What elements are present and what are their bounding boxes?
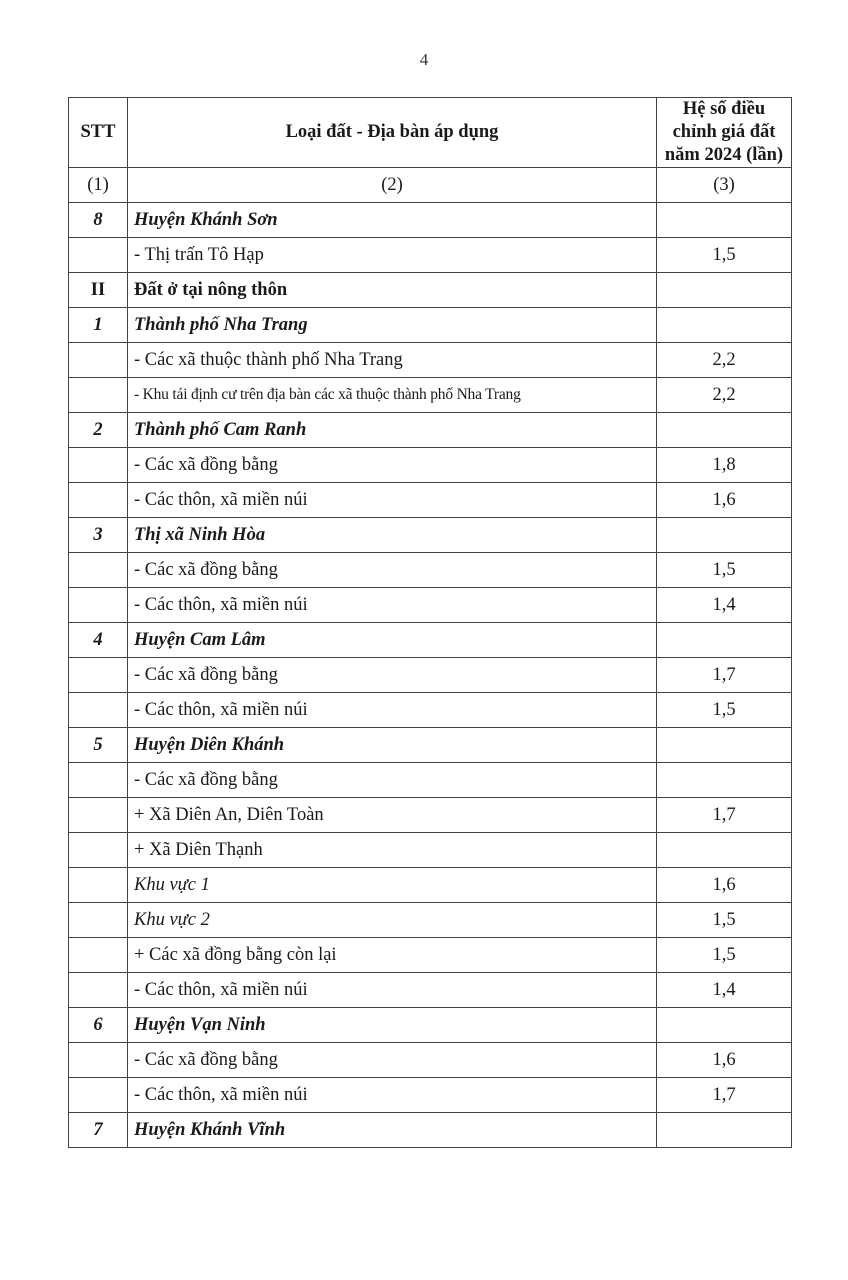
row-stt	[69, 868, 128, 903]
row-label: + Xã Diên An, Diên Toàn	[128, 798, 657, 833]
table-row	[69, 378, 792, 413]
row-label: Khu vực 2	[128, 903, 657, 938]
row-label: - Các thôn, xã miền núi	[128, 588, 657, 623]
row-label: - Các xã thuộc thành phố Nha Trang	[128, 343, 657, 378]
table-row-group	[69, 1113, 792, 1148]
column-index-3: (3)	[657, 168, 792, 203]
row-stt	[69, 973, 128, 1008]
row-label: - Các xã đồng bằng	[128, 658, 657, 693]
row-label: - Các xã đồng bằng	[128, 763, 657, 798]
row-stt	[69, 343, 128, 378]
row-label: - Các xã đồng bằng	[128, 1043, 657, 1078]
row-stt	[69, 1078, 128, 1113]
row-stt: 4	[69, 623, 128, 658]
row-stt	[69, 903, 128, 938]
table-row	[69, 553, 792, 588]
table-row	[69, 658, 792, 693]
row-label: Huyện Khánh Sơn	[128, 203, 657, 238]
table-row	[69, 903, 792, 938]
table-row	[69, 588, 792, 623]
row-stt	[69, 798, 128, 833]
table-body	[69, 203, 792, 1148]
row-coefficient	[657, 518, 792, 553]
header-coefficient: Hệ số điều chỉnh giá đất năm 2024 (lần)	[657, 98, 792, 168]
row-label: Đất ở tại nông thôn	[128, 273, 657, 308]
table-row	[69, 763, 792, 798]
row-stt	[69, 483, 128, 518]
row-stt	[69, 833, 128, 868]
row-coefficient	[657, 203, 792, 238]
row-label: Thị xã Ninh Hòa	[128, 518, 657, 553]
table-row	[69, 1078, 792, 1113]
row-stt: 7	[69, 1113, 128, 1148]
row-label: - Các thôn, xã miền núi	[128, 483, 657, 518]
row-stt	[69, 448, 128, 483]
row-coefficient	[657, 728, 792, 763]
row-coefficient: 1,5	[657, 903, 792, 938]
row-coefficient: 1,6	[657, 483, 792, 518]
row-coefficient: 2,2	[657, 378, 792, 413]
row-coefficient: 1,6	[657, 1043, 792, 1078]
row-stt: 8	[69, 203, 128, 238]
row-coefficient	[657, 308, 792, 343]
row-coefficient	[657, 1113, 792, 1148]
row-label: - Các xã đồng bằng	[128, 553, 657, 588]
column-index-row	[69, 168, 792, 203]
row-coefficient	[657, 413, 792, 448]
row-coefficient: 1,5	[657, 938, 792, 973]
row-coefficient	[657, 763, 792, 798]
row-coefficient: 1,6	[657, 868, 792, 903]
row-stt: 1	[69, 308, 128, 343]
row-stt	[69, 938, 128, 973]
header-land-type: Loại đất - Địa bàn áp dụng	[128, 98, 657, 168]
row-stt: 3	[69, 518, 128, 553]
table-row	[69, 938, 792, 973]
row-label: + Các xã đồng bằng còn lại	[128, 938, 657, 973]
row-stt	[69, 1043, 128, 1078]
row-label: - Các thôn, xã miền núi	[128, 1078, 657, 1113]
table-row-group	[69, 203, 792, 238]
table-row	[69, 238, 792, 273]
table-row-group	[69, 413, 792, 448]
row-label: Huyện Vạn Ninh	[128, 1008, 657, 1043]
row-label: Thành phố Cam Ranh	[128, 413, 657, 448]
table-row-group	[69, 308, 792, 343]
row-stt: 2	[69, 413, 128, 448]
row-label: Huyện Diên Khánh	[128, 728, 657, 763]
row-coefficient	[657, 833, 792, 868]
table-row	[69, 833, 792, 868]
header-stt: STT	[69, 98, 128, 168]
row-coefficient: 1,5	[657, 693, 792, 728]
row-label: - Thị trấn Tô Hạp	[128, 238, 657, 273]
row-coefficient: 1,5	[657, 238, 792, 273]
table-row	[69, 343, 792, 378]
table-row-group	[69, 623, 792, 658]
row-label: - Các thôn, xã miền núi	[128, 693, 657, 728]
row-label: + Xã Diên Thạnh	[128, 833, 657, 868]
row-coefficient: 1,7	[657, 1078, 792, 1113]
row-coefficient: 1,8	[657, 448, 792, 483]
row-stt	[69, 763, 128, 798]
column-index-2: (2)	[128, 168, 657, 203]
table-row	[69, 868, 792, 903]
page-number: 4	[419, 50, 429, 69]
row-stt: 6	[69, 1008, 128, 1043]
row-label: - Các thôn, xã miền núi	[128, 973, 657, 1008]
row-label: Khu vực 1	[128, 868, 657, 903]
row-coefficient: 1,5	[657, 553, 792, 588]
row-label: Huyện Cam Lâm	[128, 623, 657, 658]
row-label: - Các xã đồng bằng	[128, 448, 657, 483]
row-stt	[69, 658, 128, 693]
table-row	[69, 483, 792, 518]
table-row	[69, 693, 792, 728]
row-label: - Khu tái định cư trên địa bàn các xã thuộc thành phố Nha Trang	[128, 378, 657, 413]
row-label: Thành phố Nha Trang	[128, 308, 657, 343]
row-coefficient	[657, 1008, 792, 1043]
table-row-group	[69, 1008, 792, 1043]
row-stt	[69, 588, 128, 623]
column-index-1: (1)	[69, 168, 128, 203]
table-row	[69, 798, 792, 833]
row-label: Huyện Khánh Vĩnh	[128, 1113, 657, 1148]
table-row-group	[69, 728, 792, 763]
table-row-group	[69, 518, 792, 553]
row-stt: II	[69, 273, 128, 308]
row-stt	[69, 378, 128, 413]
table-row	[69, 1043, 792, 1078]
row-stt	[69, 553, 128, 588]
table-header-row	[69, 98, 792, 168]
land-price-coefficient-table	[68, 97, 792, 1148]
row-coefficient: 1,4	[657, 973, 792, 1008]
row-stt: 5	[69, 728, 128, 763]
row-coefficient: 2,2	[657, 343, 792, 378]
table-row	[69, 448, 792, 483]
table-row-section	[69, 273, 792, 308]
table-row	[69, 973, 792, 1008]
row-coefficient: 1,7	[657, 658, 792, 693]
row-coefficient	[657, 273, 792, 308]
row-stt	[69, 693, 128, 728]
row-coefficient: 1,4	[657, 588, 792, 623]
row-coefficient	[657, 623, 792, 658]
row-coefficient: 1,7	[657, 798, 792, 833]
row-stt	[69, 238, 128, 273]
